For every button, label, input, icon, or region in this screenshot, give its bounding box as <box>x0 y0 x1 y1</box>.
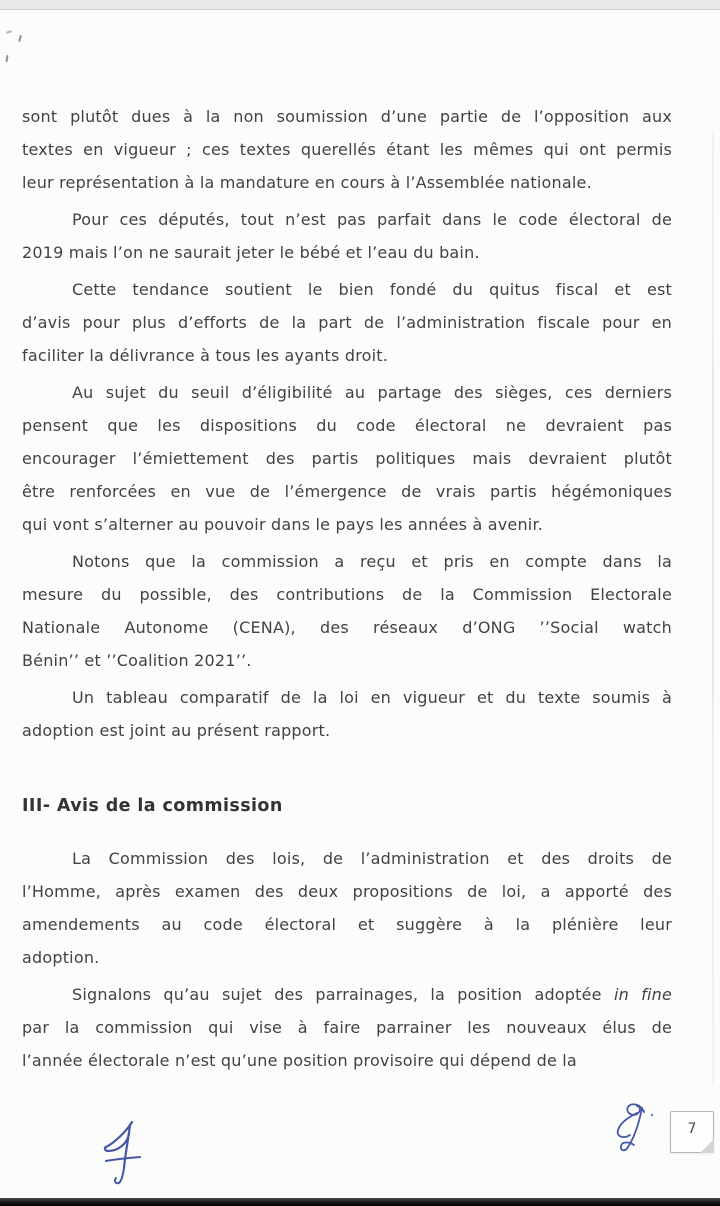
paragraph <box>22 545 672 677</box>
scan-speck <box>6 30 12 34</box>
text-line: Bénin’’ et ’’Coalition 2021’’. <box>22 651 252 670</box>
text-line: l’Homme, après examen des deux propositions de loi, a apporté des <box>22 882 672 901</box>
paragraph <box>22 203 672 269</box>
text-line: l’année électorale n’est qu’une position provisoire qui dépend de la <box>22 1051 577 1070</box>
handwritten-initial-left <box>96 1116 146 1188</box>
text-line <box>22 978 672 1011</box>
paragraph <box>22 376 672 541</box>
text-line: adoption. <box>22 948 100 967</box>
scan-speck <box>6 55 9 62</box>
folded-corner-icon <box>700 1139 714 1153</box>
text-line: leur représentation à la mandature en cours à l’Assemblée nationale. <box>22 173 592 192</box>
text-line: sont plutôt dues à la non soumission d’une partie de l’opposition aux <box>22 107 672 126</box>
paragraph <box>22 273 672 372</box>
text-line: textes en vigueur ; ces textes querellés étant les mêmes qui ont permis <box>22 140 672 159</box>
paragraph-continuation <box>22 100 672 199</box>
document-body <box>22 100 672 1081</box>
text-line: d’avis pour plus d’efforts de la part de l’administration fiscale pour en <box>22 313 672 332</box>
handwritten-monogram-right <box>604 1098 656 1156</box>
scan-edge-bottom <box>0 1198 720 1206</box>
text-line: être renforcées en vue de l’émergence de vrais partis hégémoniques <box>22 482 672 501</box>
scan-edge-top <box>0 0 720 10</box>
text-line: Au sujet du seuil d’éligibilité au partage des sièges, ces derniers <box>72 383 672 402</box>
text-line: mesure du possible, des contributions de la Commission Electorale <box>22 585 672 604</box>
text-line: La Commission des lois, de l’administration et des droits de <box>72 849 672 868</box>
text-line: Un tableau comparatif de la loi en vigueur et du texte soumis à <box>72 688 672 707</box>
scan-speck <box>18 35 22 42</box>
text-line: Notons que la commission a reçu et pris en compte dans la <box>72 552 672 571</box>
italic-phrase: in fine <box>613 985 672 1004</box>
scan-edge-right-shadow <box>712 130 714 1085</box>
paragraph <box>22 842 672 974</box>
page-number: 7 <box>687 1121 697 1137</box>
text-segment: Signalons qu’au sujet des parrainages, la position adoptée <box>72 985 614 1004</box>
text-line: 2019 mais l’on ne saurait jeter le bébé et l’eau du bain. <box>22 243 480 262</box>
text-line: encourager l’émiettement des partis politiques mais devraient plutôt <box>22 449 672 468</box>
text-line: par la commission qui vise à faire parrainer les nouveaux élus de <box>22 1018 672 1037</box>
text-line: Cette tendance soutient le bien fondé du quitus fiscal et est <box>72 280 672 299</box>
paragraph <box>22 681 672 747</box>
text-line: pensent que les dispositions du code électoral ne devraient pas <box>22 416 672 435</box>
text-line: qui vont s’alterner au pouvoir dans le pays les années à avenir. <box>22 515 544 534</box>
text-line: Nationale Autonome (CENA), des réseaux d’ONG ’’Social watch <box>22 618 672 637</box>
paragraph <box>22 978 672 1077</box>
page-number-badge <box>670 1111 714 1153</box>
text-line: adoption est joint au présent rapport. <box>22 721 331 740</box>
ink-dot <box>651 1114 653 1116</box>
text-line: amendements au code électoral et suggère à la plénière leur <box>22 915 672 934</box>
text-line: faciliter la délivrance à tous les ayants droit. <box>22 346 389 365</box>
text-line: Pour ces députés, tout n’est pas parfait dans le code électoral de <box>72 210 672 229</box>
section-heading: III- Avis de la commission <box>22 796 283 816</box>
